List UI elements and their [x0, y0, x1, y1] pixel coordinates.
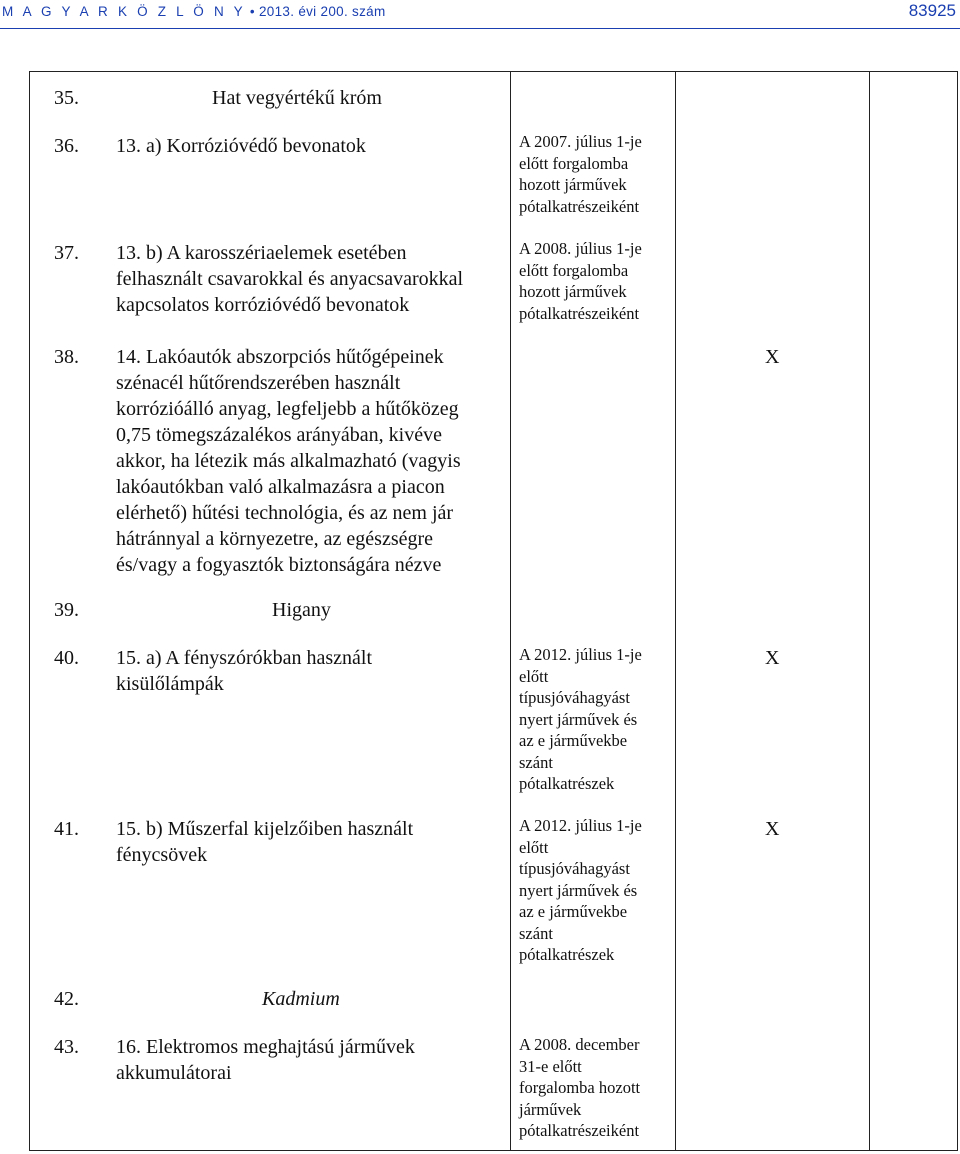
row-scope-note: A 2012. július 1-je előtt típusjóváhagyást nyert járművek és az e járművekbe szánt pótalkatrészek: [519, 816, 642, 964]
row-description: 14. Lakóautók abszorpciós hűtőgépeinek szénacél hűtőrendszerében használt korrózióálló anyag, legfeljebb a hűtőközeg 0,75 tömegszázalékos arányában, kivéve akkor, ha létezik más alkalmazható (vagyis lakóautókban való alkalmazásra a piacon elérhető) hűtési technológia, és az nem jár hátránnyal a környezetre, az egészségre és/vagy a fogyasztók biztonságára nézve: [116, 346, 461, 576]
running-head: [2, 4, 386, 19]
issue-label: 2013. évi 200. szám: [258, 4, 386, 19]
row-number: 39.: [54, 599, 79, 621]
col-sep-mark: [675, 71, 676, 1151]
row-number: 40.: [54, 647, 79, 669]
page-number: 83925: [908, 1, 956, 20]
row-number: 43.: [54, 1036, 79, 1058]
journal-title: M A G Y A R K Ö Z L Ö N Y: [2, 4, 246, 19]
table-border-right: [957, 71, 958, 1151]
row-scope-note: A 2012. július 1-je előtt típusjóváhagyást nyert járművek és az e járművekbe szánt pótalkatrészek: [519, 645, 642, 793]
row-number: 42.: [54, 988, 79, 1010]
row-number: 36.: [54, 135, 79, 157]
header-bullet: •: [249, 4, 255, 19]
row-number: 38.: [54, 346, 79, 368]
row-description: 13. a) Korrózióvédő bevonatok: [116, 135, 366, 157]
row-mark: X: [765, 647, 780, 669]
substance-heading: Hat vegyértékű króm: [212, 87, 382, 109]
table-border-bottom: [29, 1150, 958, 1151]
row-number: 37.: [54, 242, 79, 264]
row-mark: X: [765, 346, 780, 368]
row-description: 15. a) A fényszórókban használt kisülőlámpák: [116, 647, 373, 695]
table-border-left: [29, 71, 30, 1151]
row-number: 35.: [54, 87, 79, 109]
row-description: 16. Elektromos meghajtású járművek akkumulátorai: [116, 1036, 415, 1084]
col-sep-notes: [510, 71, 511, 1151]
col-sep-last: [869, 71, 870, 1151]
substance-heading: Higany: [272, 599, 331, 621]
row-number: 41.: [54, 818, 79, 840]
row-mark: X: [765, 818, 780, 840]
row-description: 15. b) Műszerfal kijelzőiben használt fénycsövek: [116, 818, 414, 866]
substance-heading: Kadmium: [262, 988, 340, 1010]
page-header: [0, 0, 960, 30]
row-description: 13. b) A karosszériaelemek esetében felhasznált csavarokkal és anyacsavarokkal kapcsolatos korrózióvédő bevonatok: [116, 242, 464, 316]
row-scope-note: A 2008. december 31-e előtt forgalomba hozott járművek pótalkatrészeiként: [519, 1035, 641, 1140]
row-scope-note: A 2007. július 1-je előtt forgalomba hozott járművek pótalkatrészeiként: [519, 132, 642, 216]
row-scope-note: A 2008. július 1-je előtt forgalomba hozott járművek pótalkatrészeiként: [519, 239, 642, 323]
header-rule: [0, 28, 960, 29]
table-border-top: [29, 71, 958, 72]
